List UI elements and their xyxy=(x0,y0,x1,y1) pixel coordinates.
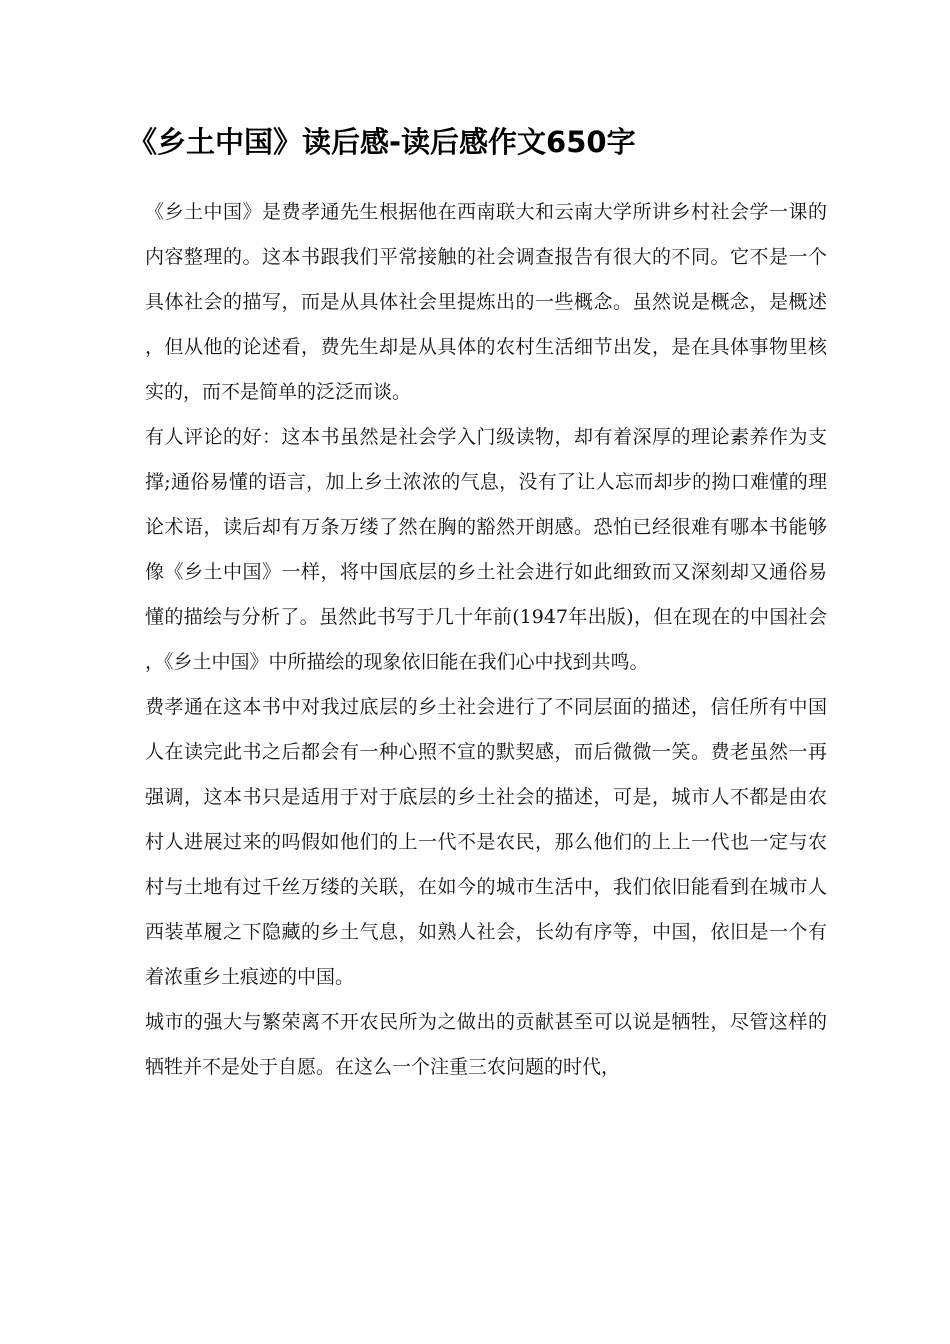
document-title: 《乡土中国》读后感-读后感作文650字 xyxy=(128,125,636,159)
paragraph-1: 《乡土中国》是费孝通先生根据他在西南联大和云南大学所讲乡村社会学一课的内容整理的。这本书跟我们平常接触的社会调查报告有很大的不同。它不是一个具体社会的描写，而是从具体社会里提炼出的一些概念。虽然说是概念，是概述，但从他的论述看，费先生却是从具体的农村生活细节出发，是在具体事物里核实的，而不是简单的泛泛而谈。 xyxy=(145,201,827,403)
paragraph-2: 有人评论的好：这本书虽然是社会学入门级读物，却有着深厚的理论素养作为支撑;通俗易懂的语言，加上乡土浓浓的气息，没有了让人忘而却步的拗口难懂的理论术语，读后却有万条万缕了然在胸的豁然开朗感。恐怕已经很难有哪本书能够像《乡土中国》一样，将中国底层的乡土社会进行如此细致而又深刻却又通俗易懂的描绘与分析了。虽然此书写于几十年前(1947年出版)，但在现在的中国社会，《乡土中国》中所描绘的现象依旧能在我们心中找到共鸣。 xyxy=(145,426,827,673)
document-body xyxy=(145,190,827,1090)
paragraph-3: 费孝通在这本书中对我过底层的乡土社会进行了不同层面的描述，信任所有中国人在读完此书之后都会有一种心照不宣的默契感，而后微微一笑。费老虽然一再强调，这本书只是适用于对于底层的乡土社会的描述，可是，城市人不都是由农村人进展过来的吗假如他们的上一代不是农民，那么他们的上上一代也一定与农村与土地有过千丝万缕的关联，在如今的城市生活中，我们依旧能看到在城市人西装革履之下隐藏的乡土气息，如熟人社会，长幼有序等，中国，依旧是一个有着浓重乡土痕迹的中国。 xyxy=(145,696,827,988)
paragraph-4: 城市的强大与繁荣离不开农民所为之做出的贡献甚至可以说是牺牲，尽管这样的牺牲并不是处于自愿。在这么一个注重三农问题的时代， xyxy=(145,1011,827,1078)
